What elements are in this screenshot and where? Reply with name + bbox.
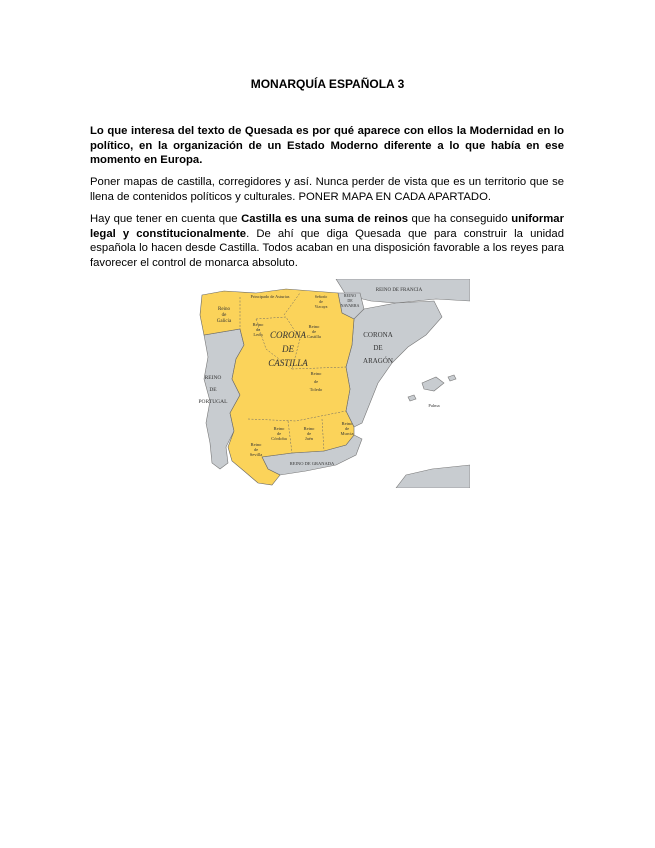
label-jaen: Reino de Jaén bbox=[303, 426, 315, 441]
paragraph-text: . De ahí que diga Quesada que para construir la unidad española lo hacen desde Castilla. Todos acaban en una disposición favorable a los reyes para favorecer el control de monarca absoluto. bbox=[90, 227, 564, 269]
label-asturias: Principado de Asturias bbox=[250, 294, 290, 299]
map-svg bbox=[196, 279, 470, 488]
label-francia: REINO DE FRANCIA bbox=[375, 288, 423, 293]
paragraph-bold-intro: Lo que interesa del texto de Quesada es por qué aparece con ellos la Modernidad en lo político, en la organización de un Estado Moderno diferente a lo que había en ese momento en Europa. bbox=[90, 125, 564, 167]
label-cordoba: Reino de Córdoba bbox=[271, 426, 287, 441]
label-palma: Palma bbox=[428, 403, 440, 408]
label-leon: Reino de León bbox=[252, 322, 264, 337]
paragraph-text: Hay que tener en cuenta que bbox=[90, 213, 242, 225]
label-corona-castilla: CORONA DE CASTILLA bbox=[268, 330, 308, 368]
label-toledo: Reino de Toledo bbox=[309, 371, 323, 392]
label-vizcaya: Señorío de Vizcaya bbox=[314, 294, 328, 309]
label-navarra: REINO DE NAVARRA bbox=[340, 293, 360, 308]
paragraph-castilla bbox=[90, 212, 564, 270]
label-castilla: Reino de Castilla bbox=[307, 324, 321, 339]
label-corona-aragon: CORONA DE ARAGÓN bbox=[363, 331, 393, 365]
paragraph-bold-text: uniformar legal y constitucionalmente bbox=[90, 213, 564, 240]
label-portugal: REINO DE PORTUGAL bbox=[198, 375, 228, 405]
label-murcia: Reino de Murcia bbox=[340, 421, 354, 436]
label-granada: REINO DE GRANADA bbox=[289, 461, 335, 466]
label-galicia: Reino de Galicia bbox=[216, 307, 232, 324]
paragraph-bold-text: Castilla es una suma de reinos bbox=[241, 213, 409, 225]
paragraph-text: que ha conseguido bbox=[408, 213, 512, 225]
paragraph-map-note: Poner mapas de castilla, corregidores y así. Nunca perder de vista que es un territorio que se llena de contenidos políticos y culturales. PONER MAPA EN CADA APARTADO. bbox=[90, 176, 564, 203]
label-sevilla: Reino de Sevilla bbox=[249, 442, 263, 457]
map-iberian-kingdoms bbox=[196, 279, 470, 488]
document-title: MONARQUÍA ESPAÑOLA 3 bbox=[250, 77, 405, 91]
